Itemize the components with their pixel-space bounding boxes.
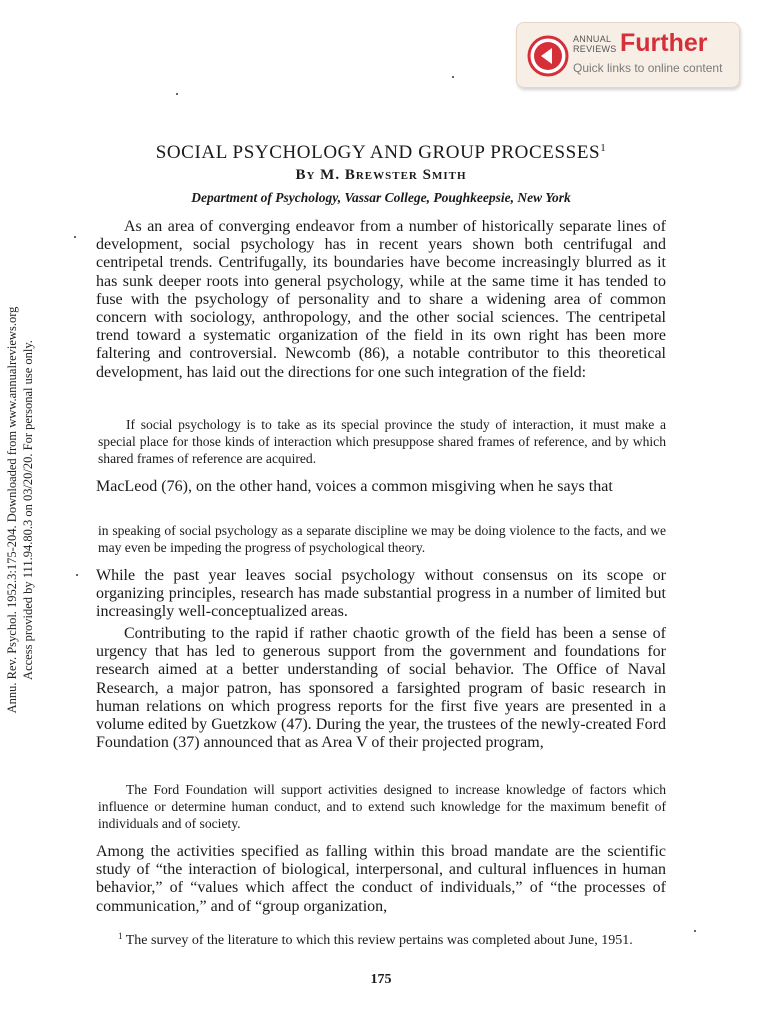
- access-line: Access provided by 111.94.80.3 on 03/20/20. For personal use only.: [21, 340, 35, 680]
- title-footnote-mark: 1: [600, 142, 607, 154]
- footnote: [96, 928, 666, 949]
- paragraph-progress: While the past year leaves social psychology without consensus on its scope or organizing principles, research has made substantial progress in a number of limited but increasingly well-conceptualized areas.: [96, 567, 666, 621]
- annual-reviews-further-badge[interactable]: [516, 22, 740, 88]
- scan-speck: [76, 574, 78, 576]
- quote-macleod: in speaking of social psychology as a separate discipline we may be doing violence to the facts, and we may even be impeding the progress of psychological theory.: [98, 523, 666, 555]
- footnote-text: The survey of the literature to which this review pertains was completed about June, 1951.: [122, 933, 633, 948]
- footnote-mark: 1: [118, 931, 123, 941]
- reviews-label: REVIEWS: [573, 44, 617, 54]
- paragraph-intro: As an area of converging endeavor from a number of historically separate lines of development, social psychology has in recent years shown both centrifugal and centripetal trends. Centrifugally, its boundaries have become increasingly blurred as it has sunk deeper roots into general psychology, while at the same time it has tended to fuse with the psychology of personality and to share a widening area of common concern with sociology, anthropology, and the other social sciences. The centripetal trend toward a systematic organization of the field in its own right has been more faltering and controversial. Newcomb (86), a notable contributor to this theoretical development, has laid out the directions for one such integration of the field:: [96, 218, 666, 381]
- author-byline: By M. Brewster Smith: [295, 167, 467, 183]
- annual-label: ANNUAL: [573, 34, 612, 44]
- scan-speck: [694, 930, 696, 932]
- page-number: 175: [370, 972, 392, 987]
- paragraph-macleod: MacLeod (76), on the other hand, voices a common misgiving when he says that: [96, 478, 613, 495]
- article-title-text: SOCIAL PSYCHOLOGY AND GROUP PROCESSES: [155, 142, 601, 163]
- scan-speck: [74, 236, 76, 238]
- paragraph-activities: Among the activities specified as falling within this broad mandate are the scientific study of “the interaction of biological, interpersonal, and cultural influences in human behavior,” of “values which affect the conduct of individuals,” of “the processes of communication,” and of “group organization,: [96, 843, 666, 915]
- download-citation-sidebar: [4, 280, 44, 740]
- further-subtitle: Quick links to online content: [573, 61, 723, 75]
- quote-newcomb: If social psychology is to take as its special province the study of interaction, it must make a special place for those kinds of interaction which presuppose shared frames of reference, and by which shared frames of reference are acquired.: [98, 417, 666, 466]
- further-label: Further: [620, 29, 708, 57]
- paragraph-support: Contributing to the rapid if rather chaotic growth of the field has been a sense of urgency that has led to generous support from the government and foundations for research aimed at a better understanding of social behavior. The Office of Naval Research, a major patron, has sponsored a farsighted program of basic research in human relations on which progress reports for the first five years are presented in a volume edited by Guetzkow (47). During the year, the trustees of the newly-created Ford Foundation (37) announced that as Area V of their projected program,: [96, 625, 666, 752]
- quote-ford-foundation: The Ford Foundation will support activities designed to increase knowledge of factors which influence or determine human conduct, and to extend such knowledge for the maximum benefit of individuals and of society.: [98, 782, 666, 831]
- play-circle-icon: [527, 35, 569, 77]
- author-affiliation: Department of Psychology, Vassar College, Poughkeepsie, New York: [191, 190, 571, 205]
- article-title: [96, 136, 666, 165]
- scan-speck: [452, 76, 454, 78]
- citation-line: Annu. Rev. Psychol. 1952.3:175-204. Downloaded from www.annualreviews.org: [5, 306, 19, 714]
- scan-speck: [176, 93, 178, 95]
